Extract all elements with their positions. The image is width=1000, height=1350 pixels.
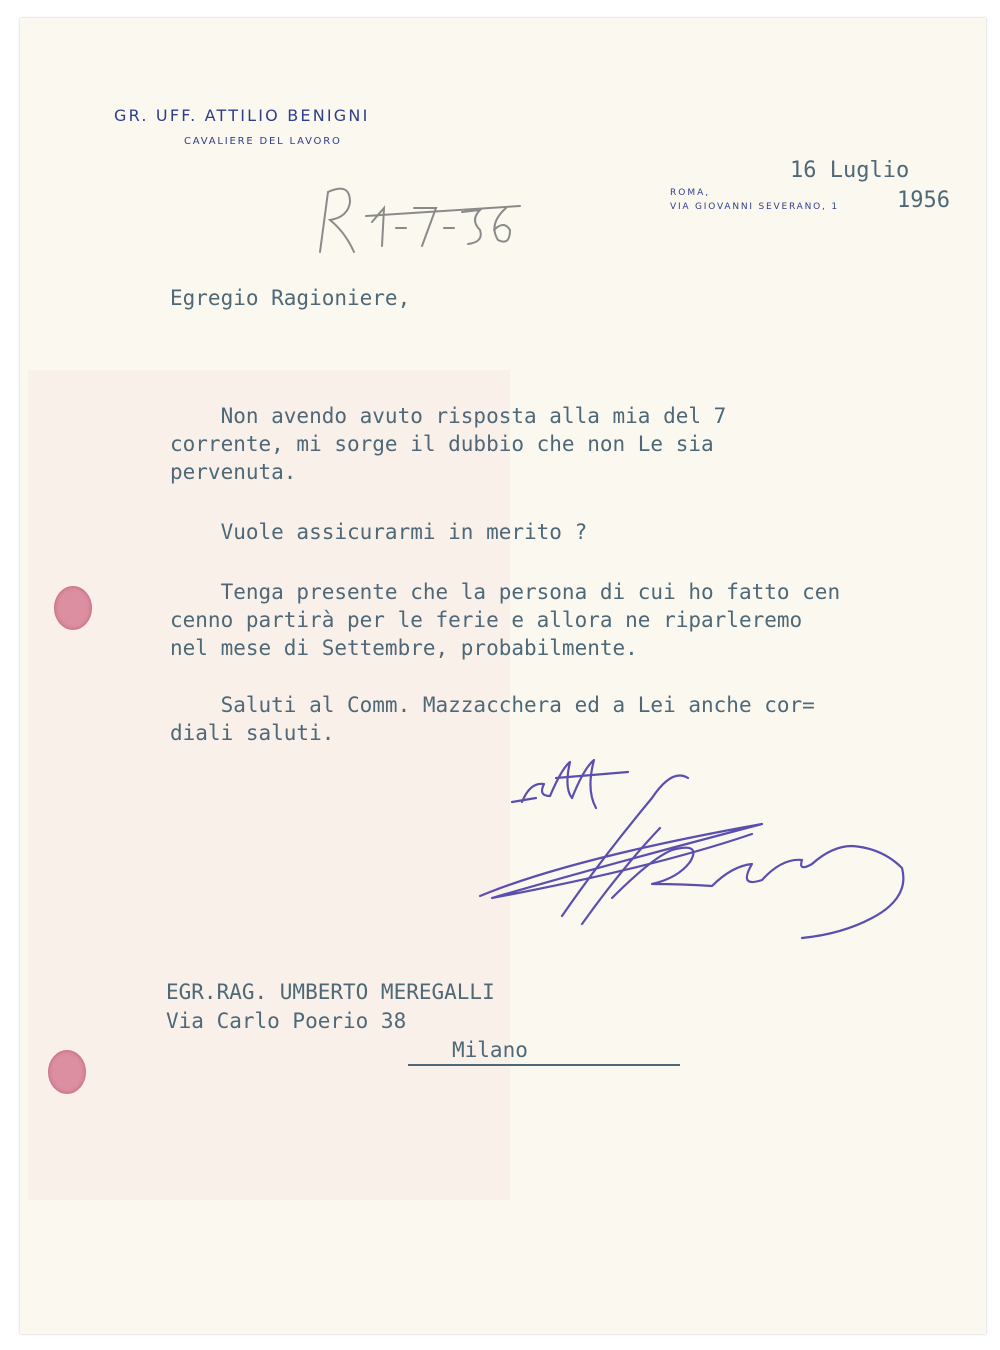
recipient-city: Milano [452, 1038, 528, 1062]
date-day-month: 16 Luglio [790, 158, 910, 183]
recipient-street: Via Carlo Poerio 38 [166, 1009, 407, 1033]
recipient-name: EGR.RAG. UMBERTO MEREGALLI [166, 980, 495, 1004]
pencil-note-handwriting [310, 172, 530, 262]
salutation: Egregio Ragioniere, [170, 286, 411, 310]
body-paragraph-3: Tenga presente che la persona di cui ho fatto cen cenno partirà per le ferie e allora ne riparleremo nel mese di Settembre, probabilmente. [170, 580, 841, 660]
letterhead-address-street: VIA GIOVANNI SEVERANO, 1 [670, 202, 839, 212]
date-year: 1956 [897, 188, 950, 213]
paper-tint [28, 370, 510, 1200]
body-paragraph-1: Non avendo avuto risposta alla mia del 7 corrente, mi sorge il dubbio che non Le sia pervenuta. [170, 404, 727, 484]
letterhead-title: CAVALIERE DEL LAVORO [184, 136, 342, 147]
letterhead-name: GR. UFF. ATTILIO BENIGNI [114, 106, 370, 125]
letterhead-address-city: ROMA, [670, 188, 711, 198]
letter-sheet [20, 18, 986, 1334]
body-paragraph-4: Saluti al Comm. Mazzacchera ed a Lei anche cor= diali saluti. [170, 693, 815, 745]
body-paragraph-2: Vuole assicurarmi in merito ? [170, 520, 588, 544]
punch-hole [48, 1050, 86, 1094]
punch-hole [54, 586, 92, 630]
recipient-city-line [408, 1040, 680, 1066]
handwritten-signature [452, 738, 912, 948]
